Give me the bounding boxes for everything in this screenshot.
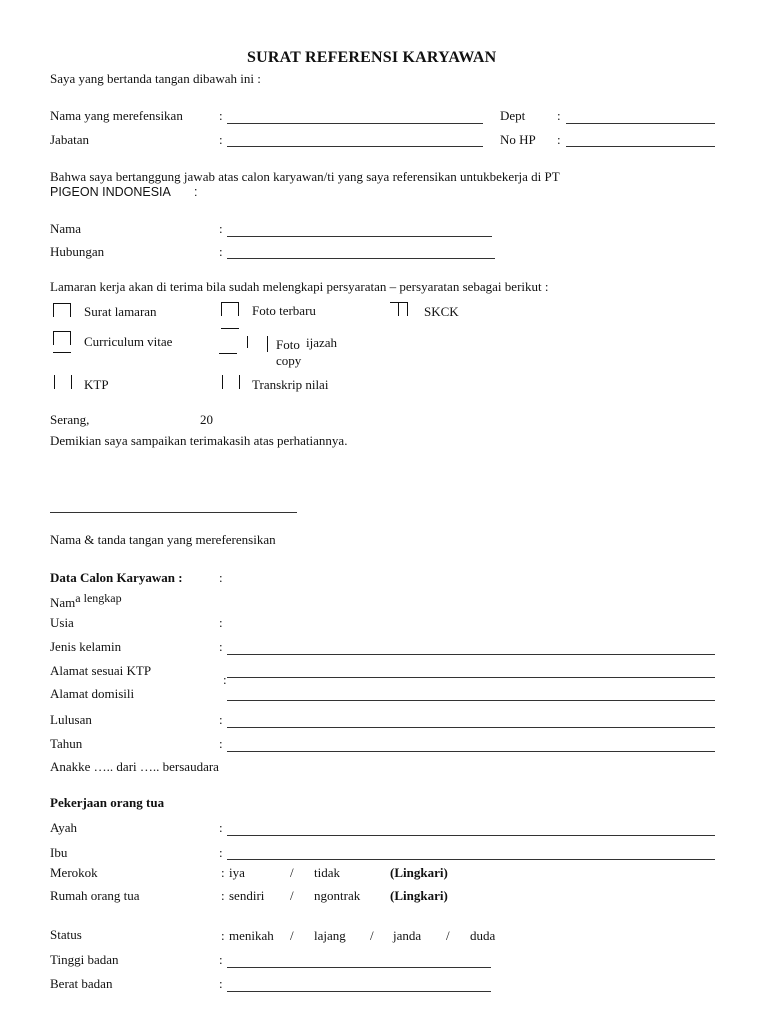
item-curriculum-vitae: Curriculum vitae bbox=[84, 334, 173, 349]
mother-label: Ibu bbox=[50, 845, 68, 860]
colon: : bbox=[219, 820, 223, 835]
ktp-address-field[interactable] bbox=[227, 677, 715, 678]
checkbox-foto-terbaru[interactable] bbox=[221, 302, 239, 316]
gender-field[interactable] bbox=[227, 654, 715, 655]
referrer-name-label: Nama yang merefensikan bbox=[50, 108, 183, 123]
colon: : bbox=[219, 570, 223, 585]
statement-line-1: Bahwa saya bertanggung jawab atas calon karyawan/ti yang saya referensikan untukbekerja di PT bbox=[50, 169, 560, 184]
phone-label: No HP bbox=[500, 132, 536, 147]
candidate-name-field[interactable] bbox=[227, 236, 492, 237]
colon: : bbox=[219, 736, 223, 751]
colon: : bbox=[221, 888, 225, 903]
item-surat-lamaran: Surat lamaran bbox=[84, 304, 157, 319]
item-ktp: KTP bbox=[84, 377, 109, 392]
father-label: Ayah bbox=[50, 820, 77, 835]
slash: / bbox=[370, 928, 374, 943]
city-label: Serang, bbox=[50, 412, 90, 427]
colon: : bbox=[219, 639, 223, 654]
colon: : bbox=[219, 132, 223, 147]
item-transkrip-nilai: Transkrip nilai bbox=[252, 377, 329, 392]
colon: : bbox=[557, 108, 561, 123]
year-label: Tahun bbox=[50, 736, 83, 751]
colon: : bbox=[219, 976, 223, 991]
signature-line[interactable] bbox=[50, 512, 297, 513]
domicile-field[interactable] bbox=[227, 700, 715, 701]
colon: : bbox=[219, 712, 223, 727]
year-field[interactable] bbox=[227, 751, 715, 752]
statement-company: PIGEON INDONESIA bbox=[50, 185, 171, 199]
colon: : bbox=[219, 108, 223, 123]
candidate-data-heading: Data Calon Karyawan : bbox=[50, 570, 183, 585]
graduate-label: Lulusan bbox=[50, 712, 92, 727]
height-field[interactable] bbox=[227, 967, 491, 968]
status-single-option[interactable]: lajang bbox=[314, 928, 346, 943]
weight-label: Berat badan bbox=[50, 976, 113, 991]
house-rent-option[interactable]: ngontrak bbox=[314, 888, 361, 903]
parents-heading: Pekerjaan orang tua bbox=[50, 795, 165, 810]
intro-text: Saya yang bertanda tangan dibawah ini : bbox=[50, 71, 261, 86]
item-ijazah: ijazah bbox=[306, 335, 338, 350]
item-copy: copy bbox=[276, 353, 302, 368]
smoking-yes-option[interactable]: iya bbox=[229, 865, 245, 880]
status-widower-option[interactable]: duda bbox=[470, 928, 496, 943]
age-label: Usia bbox=[50, 615, 74, 630]
status-married-option[interactable]: menikah bbox=[229, 928, 274, 943]
full-name-label: Nama lengkap bbox=[50, 591, 122, 610]
year-prefix: 20 bbox=[200, 412, 213, 427]
thanks-text: Demikian saya sampaikan terimakasih atas perhatiannya. bbox=[50, 433, 348, 448]
slash: / bbox=[446, 928, 450, 943]
smoking-no-option[interactable]: tidak bbox=[314, 865, 340, 880]
colon: : bbox=[219, 221, 223, 236]
house-label: Rumah orang tua bbox=[50, 888, 140, 903]
colon: : bbox=[219, 952, 223, 967]
item-foto-terbaru: Foto terbaru bbox=[252, 303, 316, 318]
circle-note: (Lingkari) bbox=[390, 888, 448, 903]
colon: : bbox=[221, 928, 225, 943]
status-widow-option[interactable]: janda bbox=[393, 928, 422, 943]
house-own-option[interactable]: sendiri bbox=[229, 888, 265, 903]
checkbox-transkrip-nilai[interactable] bbox=[222, 375, 240, 389]
relation-label: Hubungan bbox=[50, 244, 105, 259]
colon: : bbox=[194, 185, 198, 199]
smoking-label: Merokok bbox=[50, 865, 98, 880]
candidate-name-label: Nama bbox=[50, 221, 82, 236]
ktp-address-label: Alamat sesuai KTP bbox=[50, 663, 152, 678]
item-skck: SKCK bbox=[424, 304, 459, 319]
height-label: Tinggi badan bbox=[50, 952, 119, 967]
weight-field[interactable] bbox=[227, 991, 491, 992]
status-label: Status bbox=[50, 927, 82, 942]
document-title: SURAT REFERENSI KARYAWAN bbox=[247, 49, 497, 66]
colon: : bbox=[219, 845, 223, 860]
position-label: Jabatan bbox=[50, 132, 89, 147]
checkbox-foto-ijazah[interactable] bbox=[219, 336, 237, 350]
referrer-name-field[interactable] bbox=[227, 123, 483, 124]
checkbox-surat-lamaran[interactable] bbox=[53, 303, 71, 317]
checkbox-ktp[interactable] bbox=[54, 375, 72, 389]
graduate-field[interactable] bbox=[227, 727, 715, 728]
colon: : bbox=[557, 132, 561, 147]
colon: : bbox=[223, 672, 227, 687]
colon: : bbox=[219, 615, 223, 630]
colon: : bbox=[221, 865, 225, 880]
slash: / bbox=[290, 865, 294, 880]
requirements-intro: Lamaran kerja akan di terima bila sudah melengkapi persyaratan – persyaratan sebagai berikut : bbox=[50, 279, 549, 294]
domicile-label: Alamat domisili bbox=[50, 686, 135, 701]
checkbox-skck[interactable] bbox=[390, 302, 408, 316]
circle-note: (Lingkari) bbox=[390, 865, 448, 880]
item-foto: Foto bbox=[276, 337, 300, 352]
position-field[interactable] bbox=[227, 146, 483, 147]
slash: / bbox=[290, 928, 294, 943]
divider-mark bbox=[267, 336, 268, 352]
colon: : bbox=[219, 244, 223, 259]
slash: / bbox=[290, 888, 294, 903]
relation-field[interactable] bbox=[227, 258, 495, 259]
checkbox-curriculum-vitae[interactable] bbox=[53, 331, 71, 345]
signature-label: Nama & tanda tangan yang mereferensikan bbox=[50, 532, 276, 547]
gender-label: Jenis kelamin bbox=[50, 639, 122, 654]
dept-label: Dept bbox=[500, 108, 526, 123]
father-field[interactable] bbox=[227, 835, 715, 836]
phone-field[interactable] bbox=[566, 146, 715, 147]
sibling-label: Anakke ….. dari ….. bersaudara bbox=[50, 759, 219, 774]
dept-field[interactable] bbox=[566, 123, 715, 124]
mother-field[interactable] bbox=[227, 859, 715, 860]
